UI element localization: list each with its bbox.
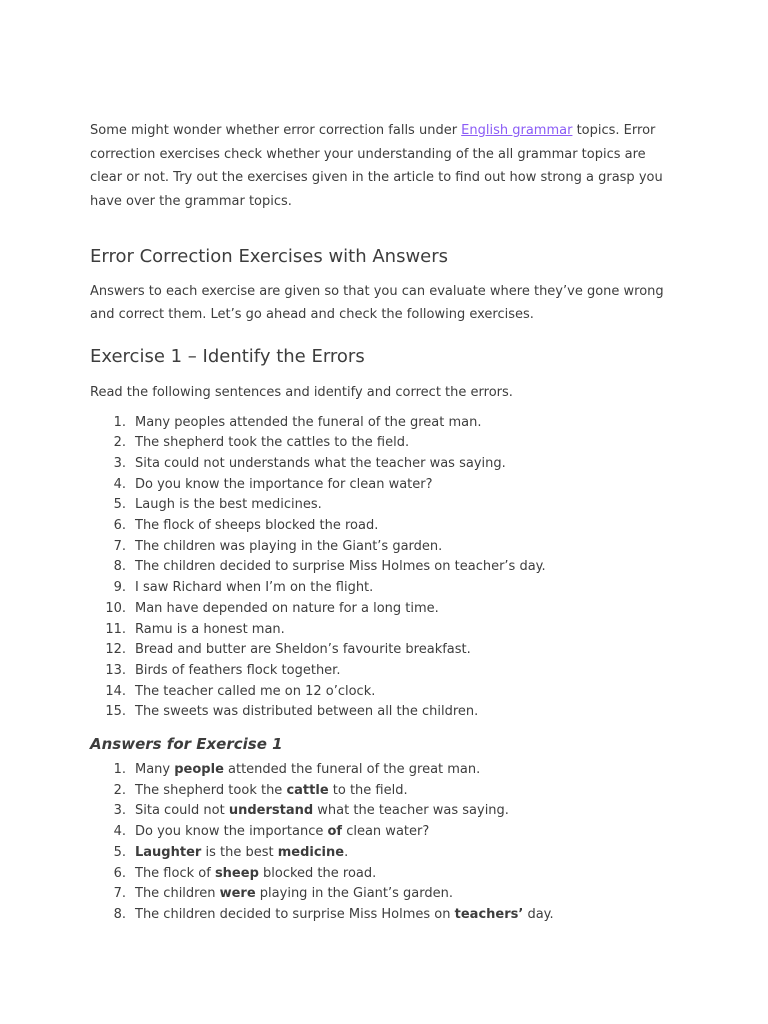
list-number: 12. bbox=[105, 642, 126, 658]
list-item bbox=[90, 413, 680, 434]
list-item bbox=[90, 620, 680, 641]
corrected-word: cattle bbox=[286, 782, 329, 798]
answer-text: Many bbox=[135, 762, 175, 778]
answer-text: The children decided to surprise Miss Holmes on bbox=[135, 906, 455, 922]
list-item-text: Many peoples attended the funeral of the great man. bbox=[135, 414, 482, 430]
answer-text: The children bbox=[135, 886, 220, 902]
exercise1-instruction: Read the following sentences and identify and correct the errors. bbox=[90, 385, 513, 400]
list-item bbox=[90, 760, 680, 781]
list-item-text: Ramu is a honest man. bbox=[135, 621, 285, 637]
list-number: 1. bbox=[113, 414, 126, 430]
list-item bbox=[90, 537, 680, 558]
list-item bbox=[90, 454, 680, 475]
answers1-heading: Answers for Exercise 1 bbox=[90, 735, 283, 754]
english-grammar-link[interactable]: English grammar bbox=[461, 123, 573, 138]
list-item bbox=[90, 884, 680, 905]
list-item-text: Bread and butter are Sheldon’s favourite breakfast. bbox=[135, 642, 471, 658]
intro-text-before: Some might wonder whether error correction falls under bbox=[90, 123, 462, 138]
corrected-word: people bbox=[174, 762, 224, 778]
list-item bbox=[90, 682, 680, 703]
list-item bbox=[90, 905, 680, 926]
list-item bbox=[90, 557, 680, 578]
corrected-word: Laughter bbox=[135, 844, 202, 860]
corrected-word: medicine bbox=[277, 844, 345, 860]
list-item bbox=[90, 661, 680, 682]
list-number: 5. bbox=[113, 844, 126, 860]
list-item-text: The sweets was distributed between all the children. bbox=[135, 704, 479, 720]
corrected-word: were bbox=[219, 886, 256, 902]
corrected-word: of bbox=[327, 824, 343, 840]
list-number: 15. bbox=[105, 704, 126, 720]
answer-text: day. bbox=[523, 906, 554, 922]
list-item bbox=[90, 781, 680, 802]
list-number: 7. bbox=[113, 538, 126, 554]
list-number: 11. bbox=[105, 621, 126, 637]
list-item bbox=[90, 578, 680, 599]
answer-text: attended the funeral of the great man. bbox=[223, 762, 481, 778]
list-item bbox=[90, 640, 680, 661]
list-number: 4. bbox=[113, 476, 126, 492]
intro-text-after: topics. Error correction exercises check whether your understanding of the all grammar topics are clear or not. Try out the exercises given in the article to find out how strong a grasp you have over the grammar topics. bbox=[90, 123, 663, 209]
list-item bbox=[90, 475, 680, 496]
list-item bbox=[90, 433, 680, 454]
answer-text: to the field. bbox=[328, 782, 408, 798]
answer-text: clean water? bbox=[342, 824, 430, 840]
list-item-text: Laugh is the best medicines. bbox=[135, 497, 322, 513]
corrected-word: teachers’ bbox=[454, 906, 524, 922]
list-number: 2. bbox=[113, 782, 126, 798]
list-number: 6. bbox=[113, 865, 126, 881]
list-number: 1. bbox=[113, 762, 126, 778]
list-item bbox=[90, 864, 680, 885]
list-number: 8. bbox=[113, 906, 126, 922]
corrected-word: sheep bbox=[214, 865, 259, 881]
section-paragraph: Answers to each exercise are given so that you can evaluate where they’ve gone wrong and correct them. Let’s go ahead and check the following exercises. bbox=[90, 284, 664, 322]
list-number: 7. bbox=[113, 886, 126, 902]
answer-text: what the teacher was saying. bbox=[313, 803, 509, 819]
list-number: 14. bbox=[105, 683, 126, 699]
list-item bbox=[90, 822, 680, 843]
list-item-text: Man have depended on nature for a long time. bbox=[135, 600, 439, 616]
list-item-text: Birds of feathers flock together. bbox=[135, 662, 341, 678]
list-item bbox=[90, 801, 680, 822]
list-number: 5. bbox=[113, 497, 126, 513]
exercise1-list bbox=[90, 413, 680, 724]
list-item-text: The children was playing in the Giant’s garden. bbox=[135, 538, 443, 554]
list-item bbox=[90, 599, 680, 620]
list-number: 6. bbox=[113, 518, 126, 534]
list-item-text: The teacher called me on 12 o’clock. bbox=[135, 683, 376, 699]
list-item-text: I saw Richard when I’m on the flight. bbox=[135, 580, 374, 596]
list-item-text: The shepherd took the cattles to the field. bbox=[135, 435, 410, 451]
answer-text: Sita could not bbox=[135, 803, 229, 819]
answer-text: playing in the Giant’s garden. bbox=[255, 886, 453, 902]
list-item-text: The flock of sheeps blocked the road. bbox=[135, 518, 379, 534]
exercise1-heading: Exercise 1 – Identify the Errors bbox=[90, 346, 365, 367]
list-number: 10. bbox=[105, 600, 126, 616]
section-heading: Error Correction Exercises with Answers bbox=[90, 246, 449, 267]
list-item bbox=[90, 516, 680, 537]
list-number: 3. bbox=[113, 803, 126, 819]
list-item-text: The children decided to surprise Miss Holmes on teacher’s day. bbox=[135, 559, 546, 575]
answer-text: is the best bbox=[201, 844, 278, 860]
answers1-list bbox=[90, 760, 680, 926]
list-number: 13. bbox=[105, 662, 126, 678]
answer-text: The shepherd took the bbox=[135, 782, 287, 798]
list-item bbox=[90, 843, 680, 864]
answer-text: Do you know the importance bbox=[135, 824, 328, 840]
list-number: 4. bbox=[113, 824, 126, 840]
answer-text: blocked the road. bbox=[258, 865, 377, 881]
list-item bbox=[90, 495, 680, 516]
corrected-word: understand bbox=[228, 803, 314, 819]
list-item-text: Do you know the importance for clean water? bbox=[135, 476, 433, 492]
list-number: 2. bbox=[113, 435, 126, 451]
answer-text: The flock of bbox=[135, 865, 215, 881]
list-item-text: Sita could not understands what the teacher was saying. bbox=[135, 455, 506, 471]
list-item bbox=[90, 702, 680, 723]
answer-text: . bbox=[344, 844, 349, 860]
article-content bbox=[90, 119, 680, 926]
list-number: 3. bbox=[113, 455, 126, 471]
list-number: 9. bbox=[113, 580, 126, 596]
list-number: 8. bbox=[113, 559, 126, 575]
intro-paragraph bbox=[90, 119, 680, 213]
